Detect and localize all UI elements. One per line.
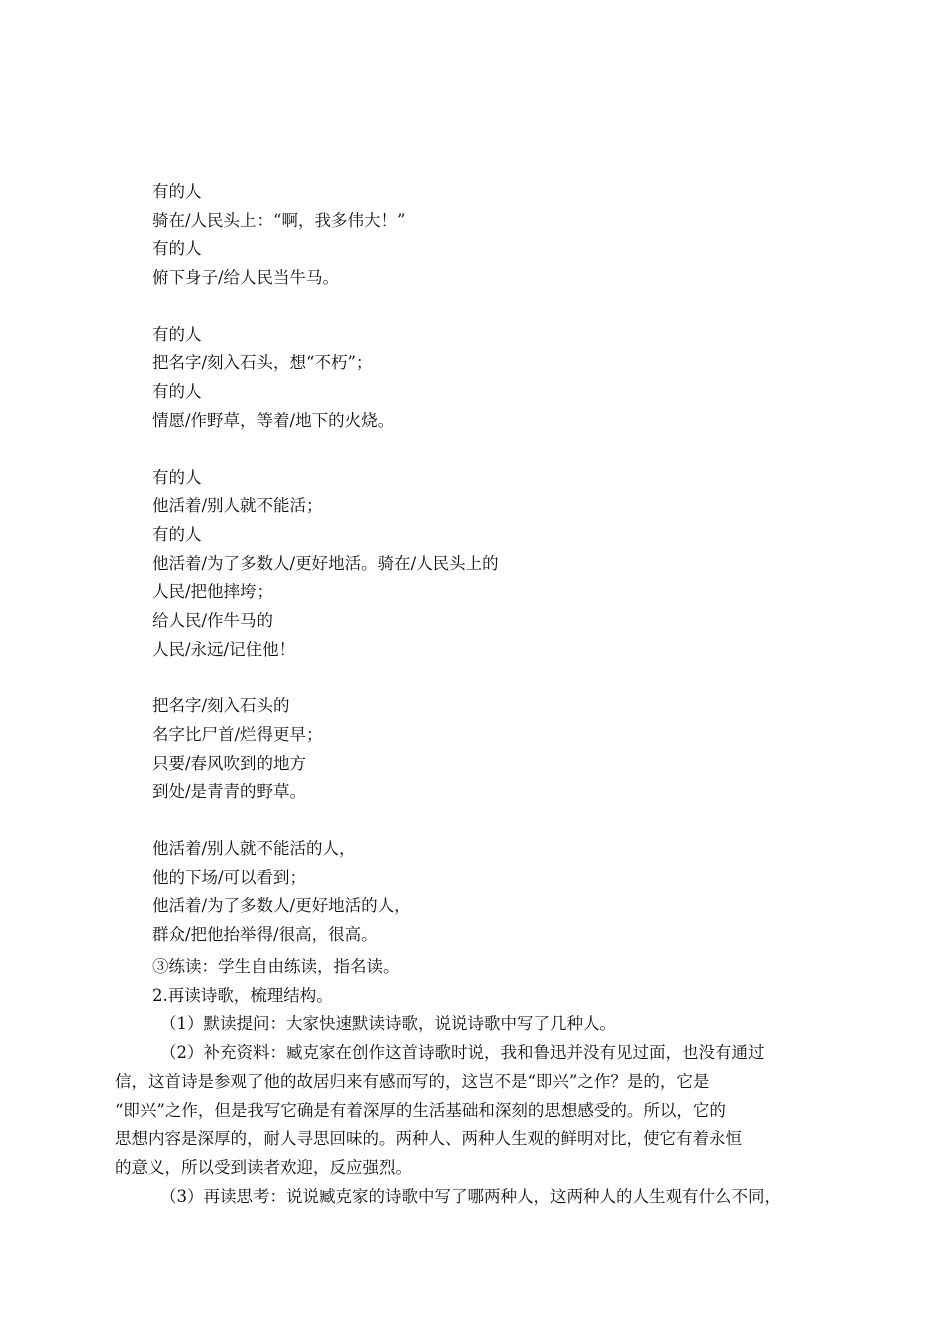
- supplement-line: “即兴”之作，但是我写它确是有着深厚的生活基础和深刻的思想感受的。所以，它的: [115, 1100, 726, 1120]
- poem-line: 他活着/为了多数人/更好地活的人，: [152, 896, 411, 916]
- poem-line: 有的人: [152, 524, 202, 544]
- poem-line: 有的人: [152, 324, 202, 344]
- poem-line: 人民/永远/记住他！: [152, 639, 296, 659]
- poem-line: 他活着/别人就不能活；: [152, 496, 323, 516]
- poem-line: 他的下场/可以看到；: [152, 867, 307, 887]
- poem-line: 情愿/作野草，等着/地下的火烧。: [152, 410, 395, 430]
- poem-line: 他活着/别人就不能活的人，: [152, 839, 356, 859]
- poem-line: 俯下身子/给人民当牛马。: [152, 268, 340, 288]
- supplement-line: （2）补充资料：臧克家在创作这首诗歌时说，我和鲁迅并没有见过面，也没有通过: [160, 1043, 765, 1063]
- question-item-3: （3）再读思考：说说臧克家的诗歌中写了哪两种人，这两种人的人生观有什么不同，: [160, 1186, 781, 1206]
- poem-stanza-4: [152, 692, 852, 807]
- supplement-line: 思想内容是深厚的，耐人寻思回味的。两种人、两种人生观的鲜明对比，使它有着永恒: [115, 1129, 742, 1149]
- lesson-body: [115, 953, 875, 1211]
- poem-line: 把名字/刻入石头的: [152, 696, 290, 716]
- poem-line: 骑在/人民头上：“啊，我多伟大！”: [152, 210, 406, 230]
- poem-line: 到处/是青青的野草。: [152, 782, 307, 802]
- poem-stanza-3: [152, 464, 852, 665]
- poem-line: 有的人: [152, 239, 202, 259]
- practice-step: ③练读：学生自由练读，指名读。: [152, 957, 400, 976]
- poem-line: 群众/把他抬举得/很高，很高。: [152, 925, 378, 945]
- poem-line: 名字比尸首/烂得更早；: [152, 725, 323, 744]
- poem-line: 把名字/刻入石头，想“不朽”；: [152, 353, 373, 373]
- supplement-line: 的意义，所以受到读者欢迎，反应强烈。: [115, 1157, 412, 1177]
- poem-line: 只要/春风吹到的地方: [152, 753, 307, 773]
- poem-stanza-2: [152, 321, 852, 436]
- poem-stanza-1: [152, 178, 852, 293]
- poem-line: 有的人: [152, 382, 202, 402]
- question-item-1: （1）默读提问：大家快速默读诗歌，说说诗歌中写了几种人。: [160, 1014, 616, 1034]
- poem-line: 有的人: [152, 182, 202, 201]
- poem-stanza-5: [152, 835, 852, 950]
- poem: [152, 178, 852, 978]
- poem-line: 他活着/为了多数人/更好地活。骑在/人民头上的: [152, 553, 499, 573]
- section-heading: 2.再读诗歌，梳理结构。: [152, 985, 333, 1005]
- poem-line: 人民/把他摔垮；: [152, 582, 274, 602]
- poem-line: 给人民/作牛马的: [152, 610, 274, 630]
- supplement-line: 信，这首诗是参观了他的故居归来有感而写的，这岂不是“即兴”之作？是的，它是: [115, 1071, 710, 1091]
- poem-line: 有的人: [152, 467, 202, 487]
